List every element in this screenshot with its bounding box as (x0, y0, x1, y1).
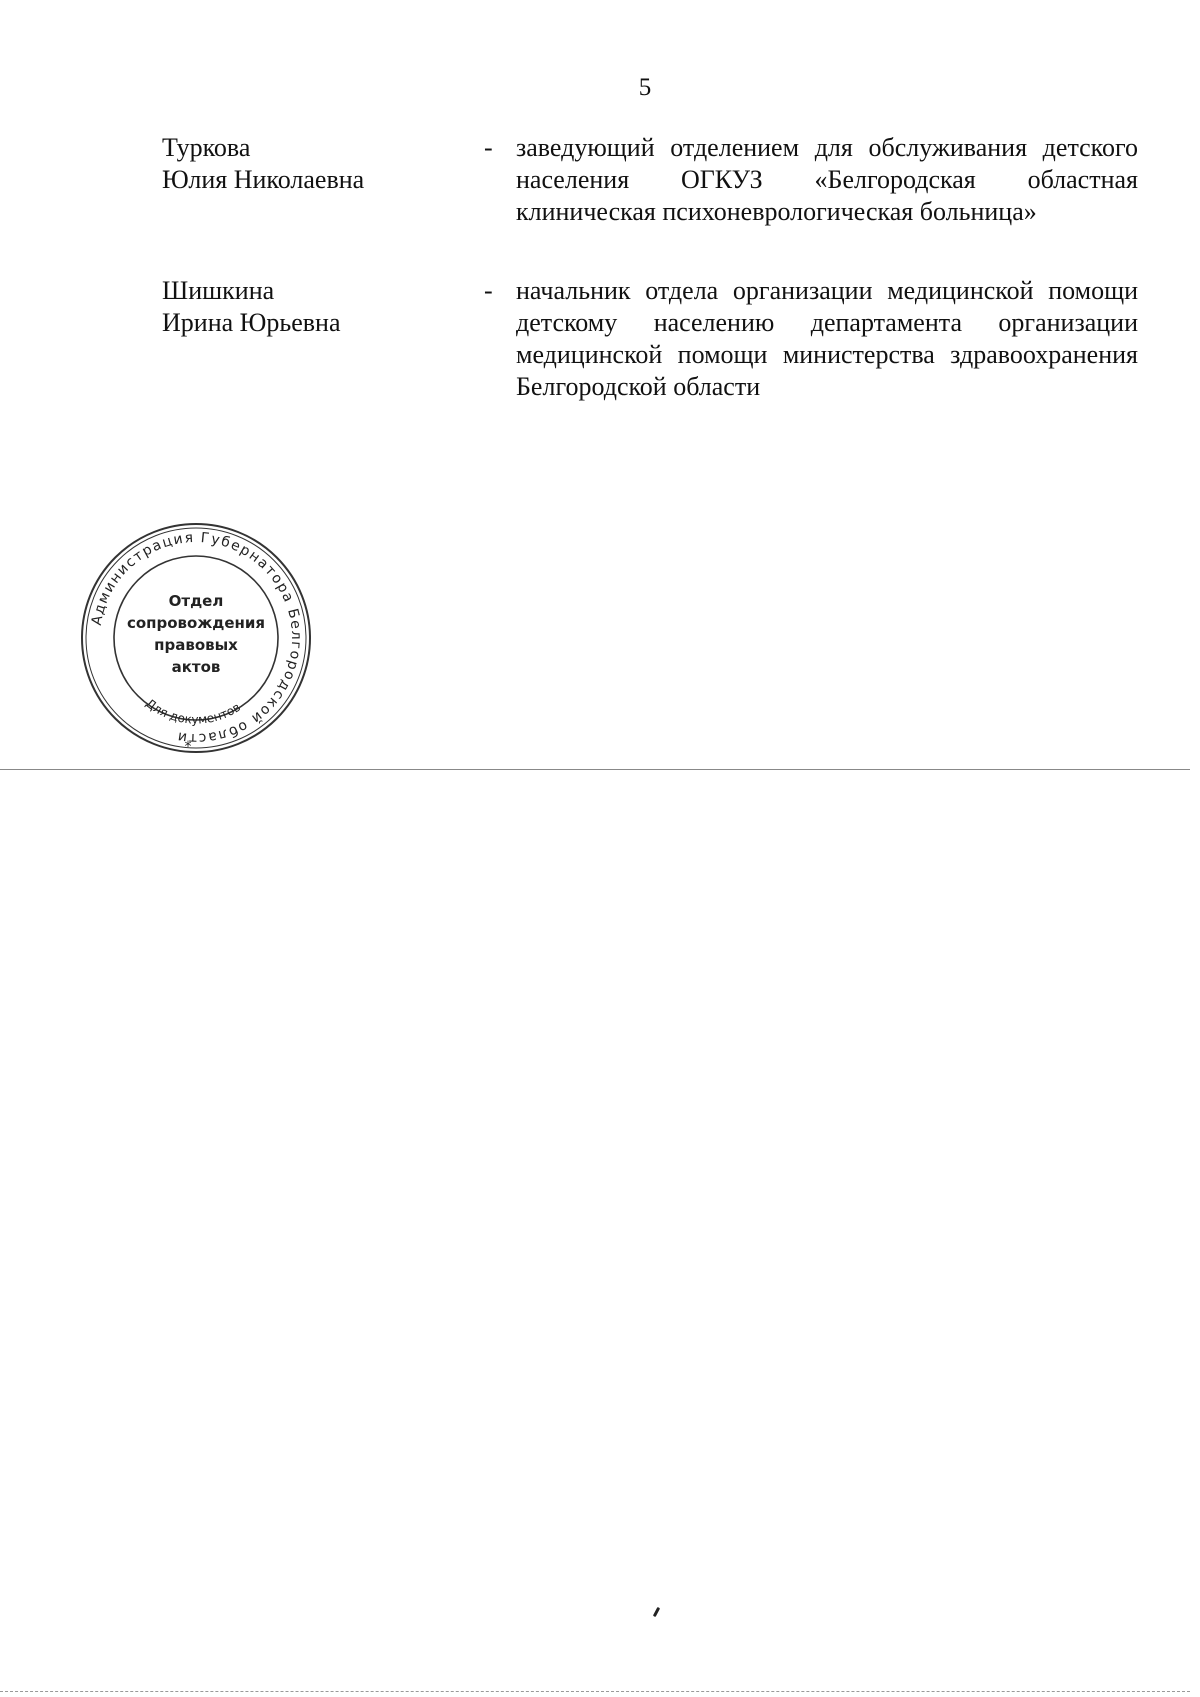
seal-center-line: правовых (154, 636, 238, 654)
page-number: 5 (638, 74, 652, 101)
seal-center-line: сопровождения (126, 614, 266, 632)
member-name (162, 132, 462, 196)
official-seal-stamp (78, 520, 314, 756)
seal-outer-text: Администрация Губернатора Белгородской области (88, 529, 305, 747)
seal-icon (78, 520, 314, 756)
svg-text:Для документов (143, 696, 243, 727)
dash-separator: - (484, 133, 493, 162)
member-name (162, 275, 462, 339)
dash-separator: - (484, 276, 493, 305)
member-role: заведующий отделением для обслуживания детского населения ОГКУЗ «Белгородская областная клиническая психоневрологическая больница» (516, 133, 1138, 226)
seal-inner-bottom-text: Для документов (143, 695, 243, 727)
scan-fold-line (0, 769, 1190, 770)
stray-pen-mark (653, 1607, 660, 1617)
member-given-names: Ирина Юрьевна (162, 308, 341, 337)
member-surname: Туркова (162, 133, 251, 162)
scan-bottom-edge-line (0, 1691, 1190, 1692)
seal-center-line: актов (171, 658, 221, 676)
member-given-names: Юлия Николаевна (162, 165, 365, 194)
seal-star: * (184, 739, 192, 755)
member-surname: Шишкина (162, 276, 275, 305)
seal-center-line: Отдел (168, 592, 224, 610)
member-role: начальник отдела организации медицинской помощи детскому населению департамента организации медицинской помощи министерства здравоохранения Белгородской области (516, 276, 1138, 401)
